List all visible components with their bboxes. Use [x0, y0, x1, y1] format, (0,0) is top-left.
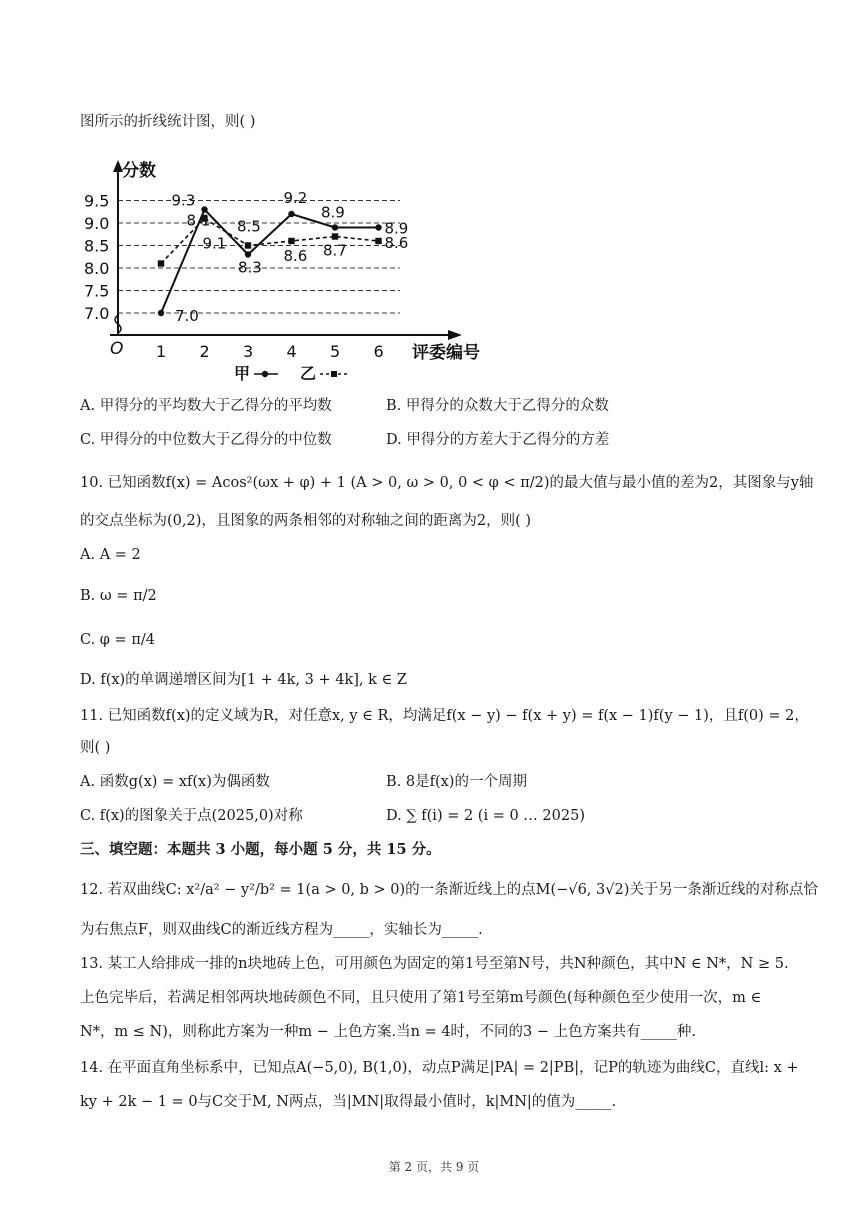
- data-label: 8.5: [237, 217, 261, 236]
- series-yi-point: [375, 238, 381, 244]
- q11-option-b: B. 8是f(x)的一个周期: [386, 774, 527, 790]
- data-label: 7.0: [175, 307, 199, 325]
- series-jia-point: [332, 224, 338, 230]
- x-tick-label: 6: [373, 342, 384, 361]
- data-label: 8.6: [384, 234, 409, 252]
- y-tick-label: 8.0: [84, 259, 110, 278]
- q9-stem-tail: 图所示的折线统计图，则( ): [80, 114, 256, 130]
- q10-line2: 的交点坐标为(0,2)，且图象的两条相邻的对称轴之间的距离为2，则( ): [80, 513, 532, 529]
- q11-option-a: A. 函数g(x) = xf(x)为偶函数: [80, 774, 270, 790]
- q10-option-b: B. ω = π/2: [80, 588, 157, 604]
- q10-option-a: A. A = 2: [80, 547, 141, 563]
- series-yi-point: [332, 233, 338, 239]
- y-tick-label: 9.0: [84, 214, 110, 233]
- data-label: 9.1: [202, 234, 227, 253]
- section-3-heading: 三、填空题：本题共 3 小题，每小题 5 分，共 15 分。: [80, 841, 441, 858]
- x-tick-label: 4: [286, 342, 297, 361]
- q11-option-d: D. ∑ f(i) = 2 (i = 0 … 2025): [386, 808, 585, 824]
- data-label: 9.2: [283, 189, 308, 207]
- x-axis-title: 评委编号: [412, 343, 480, 363]
- line-chart: [78, 150, 498, 385]
- q9-option-a: A. 甲得分的平均数大于乙得分的平均数: [80, 398, 332, 414]
- y-tick-label: 8.5: [84, 236, 110, 256]
- series-yi-point: [158, 260, 164, 266]
- legend-label-jia: 甲: [234, 364, 251, 383]
- y-tick-label: 7.5: [84, 281, 110, 301]
- q11-option-c: C. f(x)的图象关于点(2025,0)对称: [80, 808, 303, 824]
- q12-line1: 12. 若双曲线C: x²/a² − y²/b² = 1(a > 0, b > 0)的一条渐近线上的点M(−√6, 3√2)关于另一条渐近线的对称点恰: [80, 882, 818, 898]
- x-tick-label: 3: [243, 342, 254, 361]
- y-axis-title: 分数: [122, 161, 156, 181]
- series-jia-point: [375, 224, 381, 230]
- data-label: 8.9: [384, 219, 409, 238]
- q10-option-d: D. f(x)的单调递增区间为[1 + 4k, 3 + 4k], k ∈ Z: [80, 672, 407, 688]
- x-tick-label: 5: [330, 342, 341, 361]
- x-tick-label: 2: [199, 342, 210, 361]
- q11-line2: 则( ): [80, 740, 111, 756]
- q11-line1: 11. 已知函数f(x)的定义域为R，对任意x, y ∈ R，均满足f(x − y) − f(x + y) = f(x − 1)f(y − 1)，且f(0) = 2，: [80, 708, 809, 724]
- series-jia-point: [158, 310, 164, 316]
- origin-label: O: [110, 339, 124, 359]
- data-label: 8.6: [283, 247, 308, 265]
- q9-option-c: C. 甲得分的中位数大于乙得分的中位数: [80, 432, 332, 448]
- series-jia-point: [288, 211, 294, 217]
- x-tick-label: 1: [156, 342, 167, 361]
- legend-label-yi: 乙: [300, 364, 317, 383]
- q13-line1: 13. 某工人给排成一排的n块地砖上色，可用颜色为固定的第1号至第N号，共N种颜色，其中N ∈ N*，N ≥ 5.: [80, 956, 789, 972]
- series-yi-point: [288, 238, 294, 244]
- data-label: 8.3: [238, 258, 262, 277]
- y-tick-label: 9.5: [84, 191, 110, 211]
- x-axis-arrow: [448, 330, 462, 340]
- legend-marker-yi: [331, 371, 337, 377]
- series-jia-point: [245, 251, 251, 257]
- page-footer: 第 2 页，共 9 页: [388, 1160, 480, 1174]
- q14-line2: ky + 2k − 1 = 0与C交于M, N两点，当|MN|取得最小值时，k|MN|的值为_____.: [80, 1094, 617, 1110]
- data-label: 8.9: [321, 203, 345, 222]
- q13-line3: N*，m ≤ N)，则称此方案为一种m − 上色方案.当n = 4时，不同的3 − 上色方案共有_____种.: [80, 1024, 697, 1040]
- legend-marker-jia: [262, 371, 268, 377]
- q14-line1: 14. 在平面直角坐标系中，已知点A(−5,0), B(1,0)，动点P满足|PA| = 2|PB|，记P的轨迹为曲线C，直线l: x +: [80, 1060, 799, 1076]
- data-label: 9.3: [171, 191, 196, 210]
- series-yi-point: [245, 242, 251, 248]
- data-label: 8.1: [186, 211, 211, 230]
- q12-line2: 为右焦点F，则双曲线C的渐近线方程为_____，实轴长为_____.: [80, 922, 483, 938]
- q10-line1: 10. 已知函数f(x) = Acos²(ωx + φ) + 1 (A > 0, ω > 0, 0 < φ < π/2)的最大值与最小值的差为2，其图象与y轴: [80, 475, 814, 491]
- q9-option-b: B. 甲得分的众数大于乙得分的众数: [386, 398, 609, 414]
- q13-line2: 上色完毕后，若满足相邻两块地砖颜色不同，且只使用了第1号至第m号颜色(每种颜色至少使用一次，m ∈: [80, 990, 762, 1006]
- data-label: 8.7: [323, 241, 347, 260]
- q9-option-d: D. 甲得分的方差大于乙得分的方差: [386, 432, 610, 448]
- y-tick-label: 7.0: [84, 304, 110, 323]
- q10-option-c: C. φ = π/4: [80, 632, 155, 648]
